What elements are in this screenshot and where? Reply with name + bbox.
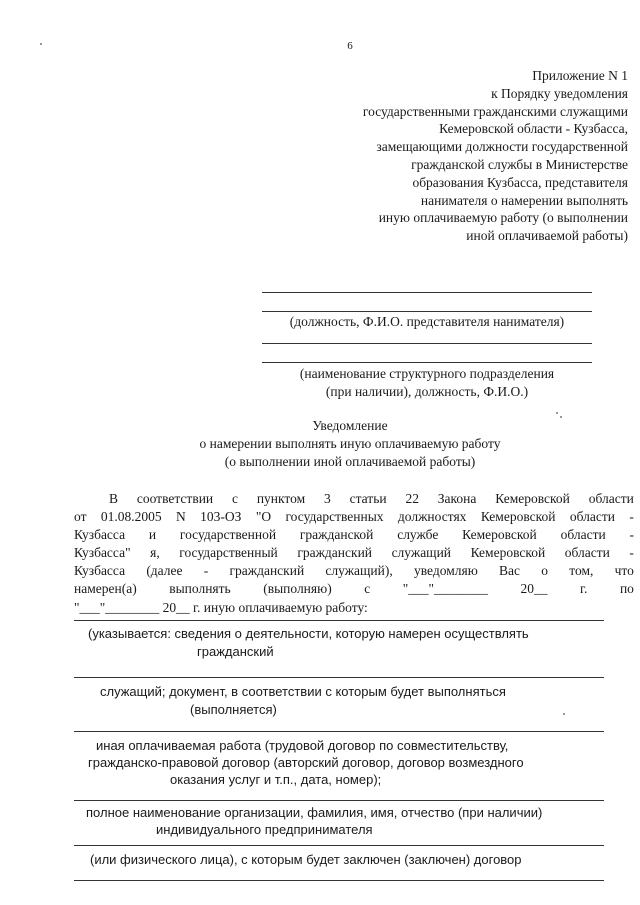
activity-caption: гражданский [197,644,274,659]
appendix-line: нанимателя о намерении выполнять [420,192,628,208]
body-word: с [364,581,371,597]
body-word: области [569,509,615,525]
field-line [74,880,604,881]
employee-line [262,362,592,363]
body-word: Кемеровской [495,491,570,506]
title-line: о намерении выполнять иную оплачиваемую работу [199,436,501,451]
body-word: пунктом [256,491,306,506]
scan-speck [40,43,42,45]
appendix-line: к Порядку уведомления [491,85,628,101]
field-line [74,677,604,678]
body-word: г. [580,581,588,597]
body-word: - [203,563,209,579]
body-word: 01.08.2005 [100,509,162,525]
body-line [74,562,634,580]
body-word: области [588,491,634,506]
body-word: выполнять [169,581,231,597]
body-word: Кузбасса" [74,545,131,561]
appendix-line: Кемеровской области - Кузбасса, [439,121,628,137]
body-line [74,544,634,562]
body-word: 20__ [520,581,548,597]
appendix-line: иной оплачиваемой работы) [466,228,628,244]
body-word: Закона [437,491,477,506]
appendix-line: иную оплачиваемую работу (о выполнении [378,210,628,226]
employer-caption: (должность, Ф.И.О. представителя нанимателя) [289,314,565,329]
person-caption: (или физического лица), с которым будет заключен (заключен) договор [90,852,522,867]
body-word: том, [569,563,594,579]
body-line [74,580,634,598]
body-word: намерен(а) [74,581,137,597]
body-word: о [541,563,549,579]
body-word: 3 [324,491,331,506]
body-line [74,526,634,544]
employee-line [262,343,592,344]
body-word: статьи [349,491,387,506]
body-word: 103-ОЗ [200,509,242,525]
body-word: должностях [397,509,467,525]
body-word: служащий [391,545,452,561]
body-line [74,508,634,526]
body-word: я, [150,545,160,561]
title-line: Уведомление [312,418,388,433]
body-word: Кузбасса [74,527,126,543]
body-word: N [176,509,186,525]
title-line: (о выполнении иной оплачиваемой работы) [224,454,476,469]
appendix-line: государственными гражданскими служащими [362,103,628,119]
body-word: области [560,527,606,543]
body-word: гражданской [299,527,374,543]
body-paragraph [74,490,634,617]
body-line [74,490,634,508]
body-word: Кемеровской [480,509,556,525]
body-word: гражданский [297,545,373,561]
appendix-line: замещающими должности государственной [376,139,628,155]
document-caption: (выполняется) [190,702,277,717]
body-word: (далее [146,563,183,579]
body-word: службе [397,527,439,543]
body-word: соответствии [136,491,214,506]
body-word: что [614,563,634,579]
field-line [74,845,604,846]
body-word: государственной [179,527,277,543]
field-line [74,731,604,732]
body-word: (выполняю) [263,581,332,597]
scan-speck [563,713,565,715]
body-word: государственный [179,545,278,561]
page-number: 6 [347,40,353,52]
employee-caption: (наименование структурного подразделения [299,366,555,381]
body-word: 22 [405,491,419,506]
body-word: - [629,509,634,525]
document-caption: служащий; документ, в соответствии с которым будет выполняться [100,684,506,699]
body-word: - [629,527,634,543]
body-word: области [564,545,610,561]
scan-speck [556,412,558,414]
employee-caption: (при наличии), должность, Ф.И.О.) [325,384,529,399]
work-caption: гражданско-правовой договор (авторский договор, договор возмездного [88,755,524,770]
scan-speck [560,416,562,418]
field-line [74,620,604,621]
appendix-line: гражданской службы в Министерстве [411,156,628,172]
work-caption: иная оплачиваемая работа (трудовой договор по совместительству, [96,738,509,753]
appendix-line: Приложение N 1 [532,68,628,83]
body-word: гражданский [229,563,305,579]
body-word: и [148,527,157,543]
work-caption: оказания услуг и т.п., дата, номер); [170,772,382,787]
appendix-line: образования Кузбасса, представителя [412,174,628,190]
organization-caption: индивидуального предпринимателя [156,822,373,837]
appendix-header [363,67,628,245]
organization-caption: полное наименование организации, фамилия, имя, отчество (при наличии) [86,805,543,820]
body-word: "О [255,509,272,525]
body-word: Кузбасса [74,563,126,579]
body-word: Кемеровской [462,527,537,543]
activity-caption: (указывается: сведения о деятельности, которую намерен осуществлять [88,626,529,641]
body-word: Вас [499,563,521,579]
body-word: от [74,509,87,525]
body-word: по [619,581,634,597]
body-line: "___"________ 20__ г. иную оплачиваемую работу: [74,599,368,615]
notice-title [0,417,640,471]
field-line [74,800,604,801]
body-word: "___"________ [402,581,489,597]
body-word: с [231,491,238,506]
body-word: государственных [285,509,384,525]
body-word: уведомляю [414,563,478,579]
body-word: Кемеровской [470,545,546,561]
employer-line [262,311,592,312]
body-word: - [629,545,634,561]
body-word: В [109,491,119,506]
employer-line [262,292,592,293]
body-word: служащий), [325,563,393,579]
